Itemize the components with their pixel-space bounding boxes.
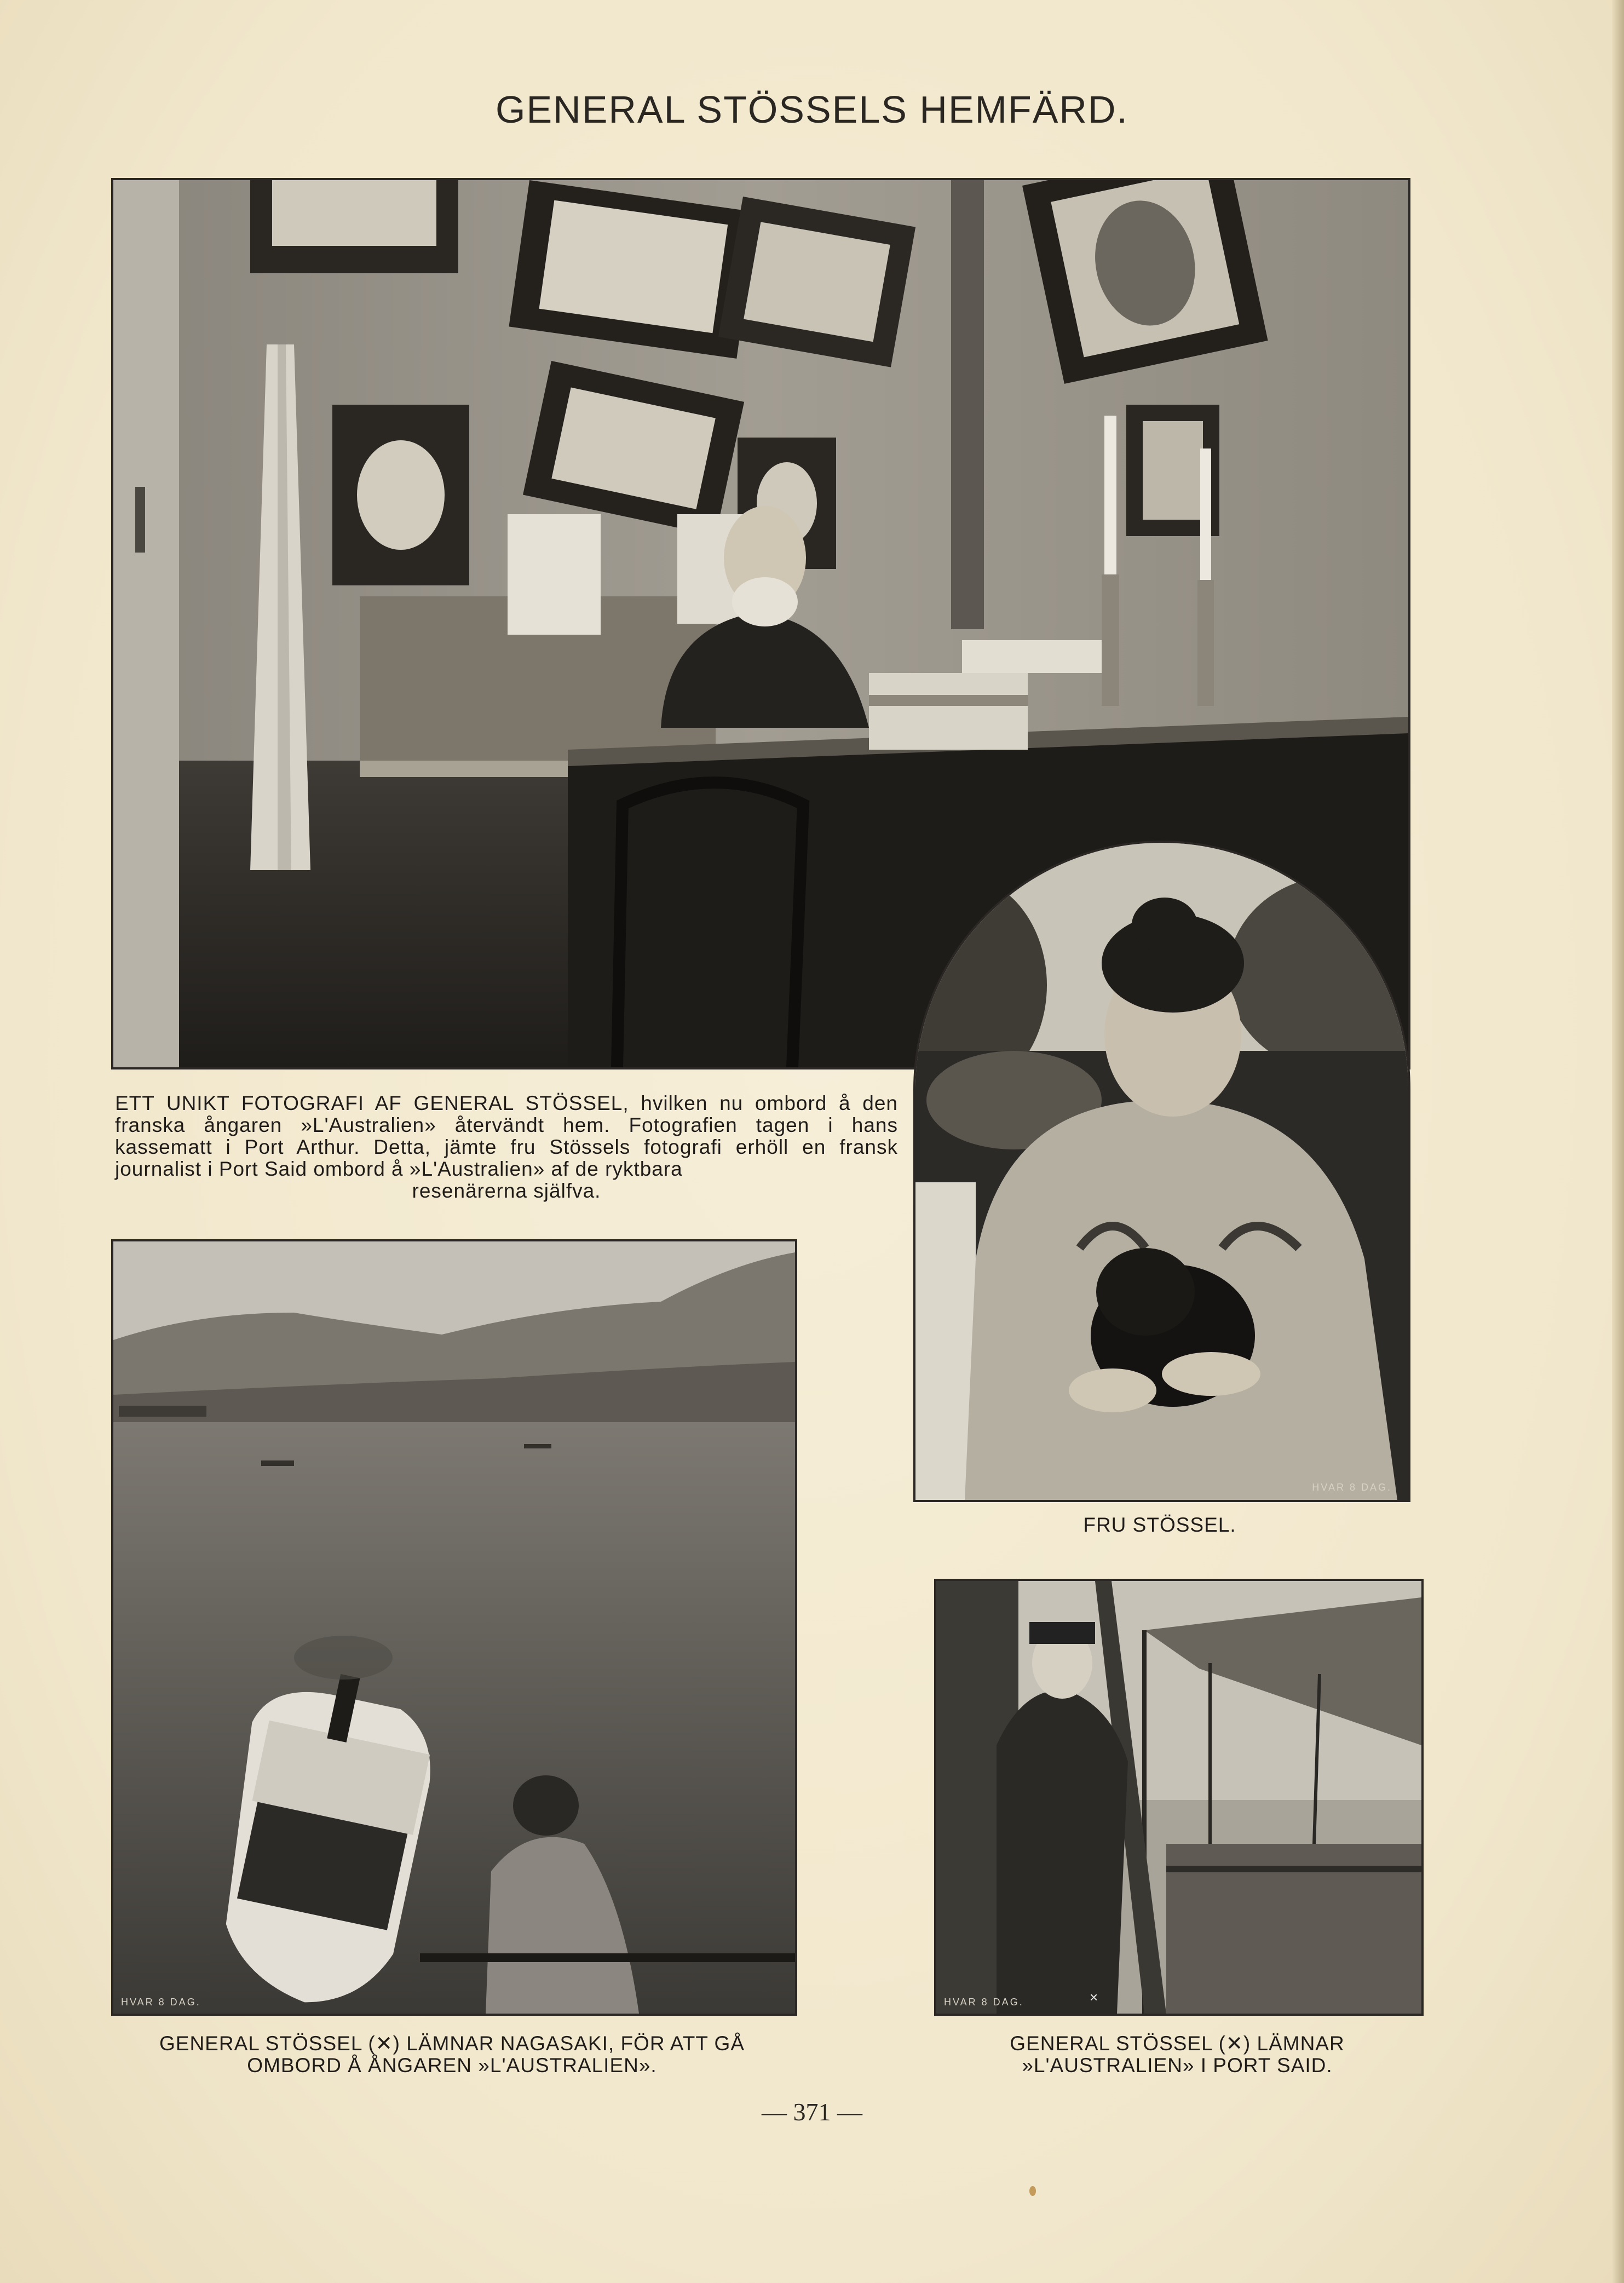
caption-nagasaki: GENERAL STÖSSEL (✕) LÄMNAR NAGASAKI, FÖR ATT GÅ OMBORD Å ÅNGAREN »L'AUSTRALIEN». — [159, 2032, 745, 2077]
harbor-illustration — [113, 1241, 795, 2014]
photo-fru-stossel — [913, 841, 1410, 1502]
stain-mark — [1029, 2186, 1036, 2196]
position-marker: × — [1090, 1989, 1100, 2005]
page-title: GENERAL STÖSSELS HEMFÄRD. — [496, 88, 1128, 131]
photo-port-said-deck — [934, 1579, 1424, 2016]
caption-port-said: GENERAL STÖSSEL (✕) LÄMNAR »L'AUSTRALIEN» I PORT SAID. — [1010, 2032, 1345, 2077]
photo-nagasaki-harbor — [111, 1239, 797, 2016]
photo-watermark: HVAR 8 DAG. — [121, 1997, 201, 2008]
page-edge — [1612, 0, 1624, 2283]
page-number: — 371 — — [762, 2098, 862, 2126]
caption-fru-stossel: FRU STÖSSEL. — [1083, 1514, 1236, 1536]
photo-watermark: HVAR 8 DAG. — [1312, 1482, 1392, 1493]
caption-study-body: ETT UNIKT FOTOGRAFI AF GENERAL STÖSSEL, hvilken nu ombord å den franska ångaren »L'Australien» återvändt hem. Fotografien tagen i hans kassematt i Port Arthur. Detta, jämte fru Stössels fotografi erhöll en fransk journalist i Port Said ombord å »L'Australien» af de ryktbara — [115, 1092, 898, 1180]
caption-study-photo — [115, 1092, 898, 1202]
fru-stossel-illustration — [915, 843, 1408, 1500]
photo-watermark: HVAR 8 DAG. — [944, 1997, 1024, 2008]
deck-illustration — [936, 1581, 1421, 2014]
caption-study-last-line: resenärerna själfva. — [412, 1180, 601, 1202]
